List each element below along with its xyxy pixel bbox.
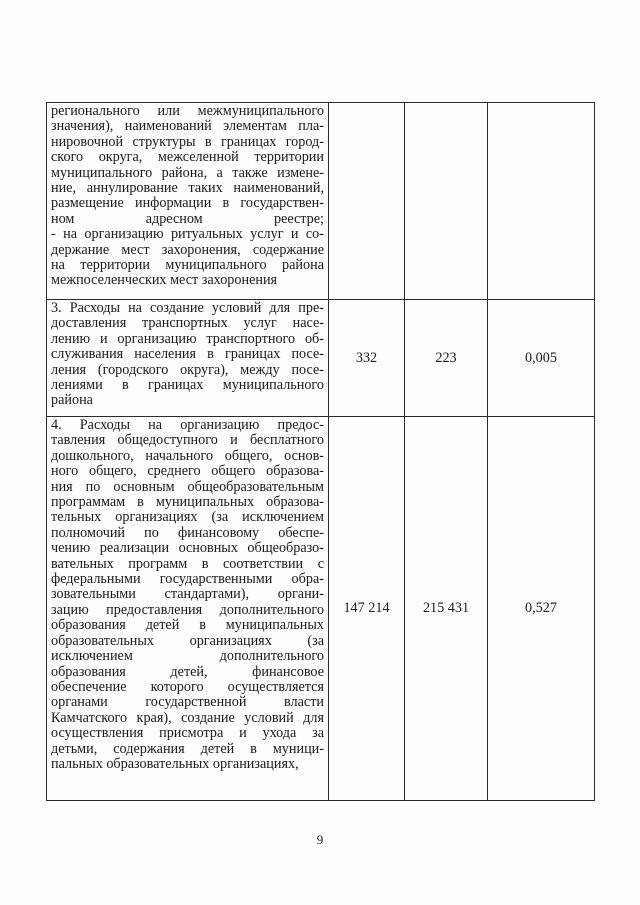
text-line: лениями в границах муниципального — [51, 377, 324, 394]
row-description — [47, 417, 328, 773]
text-line: тавления общедоступного и бесплатного — [51, 432, 324, 449]
text-line: муниципального района, а также измене- — [51, 164, 324, 181]
text-line: образования детей, финансовое — [51, 663, 324, 680]
text-line: размещение информации в государствен- — [51, 195, 324, 212]
value-cell: 223 — [405, 300, 488, 417]
text-line: обеспечение которого осуществляется — [51, 678, 324, 695]
text-line: дошкольного, начального общего, основ- — [51, 447, 324, 464]
text-line: органами государственной власти — [51, 694, 324, 711]
description-cell — [47, 417, 329, 801]
value-cell: 0,527 — [488, 417, 595, 801]
description-cell — [47, 300, 329, 417]
text-line: держание мест захоронения, содержание — [51, 241, 324, 258]
text-line: - на организацию ритуальных услуг и со- — [51, 226, 324, 243]
text-line: образования детей в муниципальных — [51, 617, 324, 634]
text-line: тельных организациях (за исключением — [51, 509, 324, 526]
row-description — [47, 103, 328, 290]
text-line: полномочий по финансовому обеспе- — [51, 524, 324, 541]
value-cell: 215 431 — [405, 417, 488, 801]
text-line: зовательными стандартами), органи- — [51, 586, 324, 603]
text-line: ного общего, среднего общего образова- — [51, 463, 324, 480]
text-line: нировочной структуры в границах город- — [51, 133, 324, 150]
text-line: лению и организацию транспортного об- — [51, 330, 324, 347]
page-number: 9 — [316, 832, 324, 847]
text-line: ния по основным общеобразовательным — [51, 478, 324, 495]
text-line: ления (городского округа), между посе- — [51, 361, 324, 378]
text-line: образовательных организациях (за — [51, 632, 324, 649]
text-line: ского округа, межселенной территории — [51, 149, 324, 166]
text-line: 3. Расходы на создание условий для пре- — [51, 300, 324, 316]
text-line: исключением дополнительного — [51, 648, 324, 665]
table-row — [47, 417, 595, 801]
text-line: доставления транспортных услуг насе- — [51, 315, 324, 332]
text-line: зацию предоставления дополнительного — [51, 601, 324, 618]
text-line: межпоселенческих мест захоронения — [51, 272, 278, 289]
text-line: на территории муниципального района — [51, 257, 324, 274]
text-line: федеральными государственными обра- — [51, 571, 324, 588]
text-line: ном адресном реестре; — [51, 210, 324, 227]
text-line: вательных программ в соответствии с — [51, 555, 324, 572]
text-line: программам в муниципальных образова- — [51, 494, 324, 511]
text-line: осуществления присмотра и ухода за — [51, 725, 324, 742]
text-line: служивания населения в границах посе- — [51, 346, 324, 363]
text-line: регионального или межмуниципального — [51, 103, 324, 119]
text-line: пальных образовательных организациях, — [51, 755, 299, 772]
value-cell — [488, 103, 595, 300]
value-cell — [405, 103, 488, 300]
table-row — [47, 300, 595, 417]
value-cell: 147 214 — [329, 417, 405, 801]
value-cell: 0,005 — [488, 300, 595, 417]
description-cell — [47, 103, 329, 300]
value-cell: 332 — [329, 300, 405, 417]
row-description — [47, 300, 328, 410]
value-cell — [329, 103, 405, 300]
text-line: значения), наименований элементам пла- — [51, 118, 324, 135]
expenses-table — [46, 102, 595, 801]
table-row — [47, 103, 595, 300]
text-line: чению реализации основных общеобразо- — [51, 540, 324, 557]
text-line: ние, аннулирование таких наименований, — [51, 180, 324, 197]
text-line: детьми, содержания детей в муници- — [51, 740, 324, 757]
text-line: 4. Расходы на организацию предос- — [51, 417, 324, 433]
text-line: Камчатского края), создание условий для — [51, 709, 324, 726]
text-line: района — [51, 392, 93, 409]
